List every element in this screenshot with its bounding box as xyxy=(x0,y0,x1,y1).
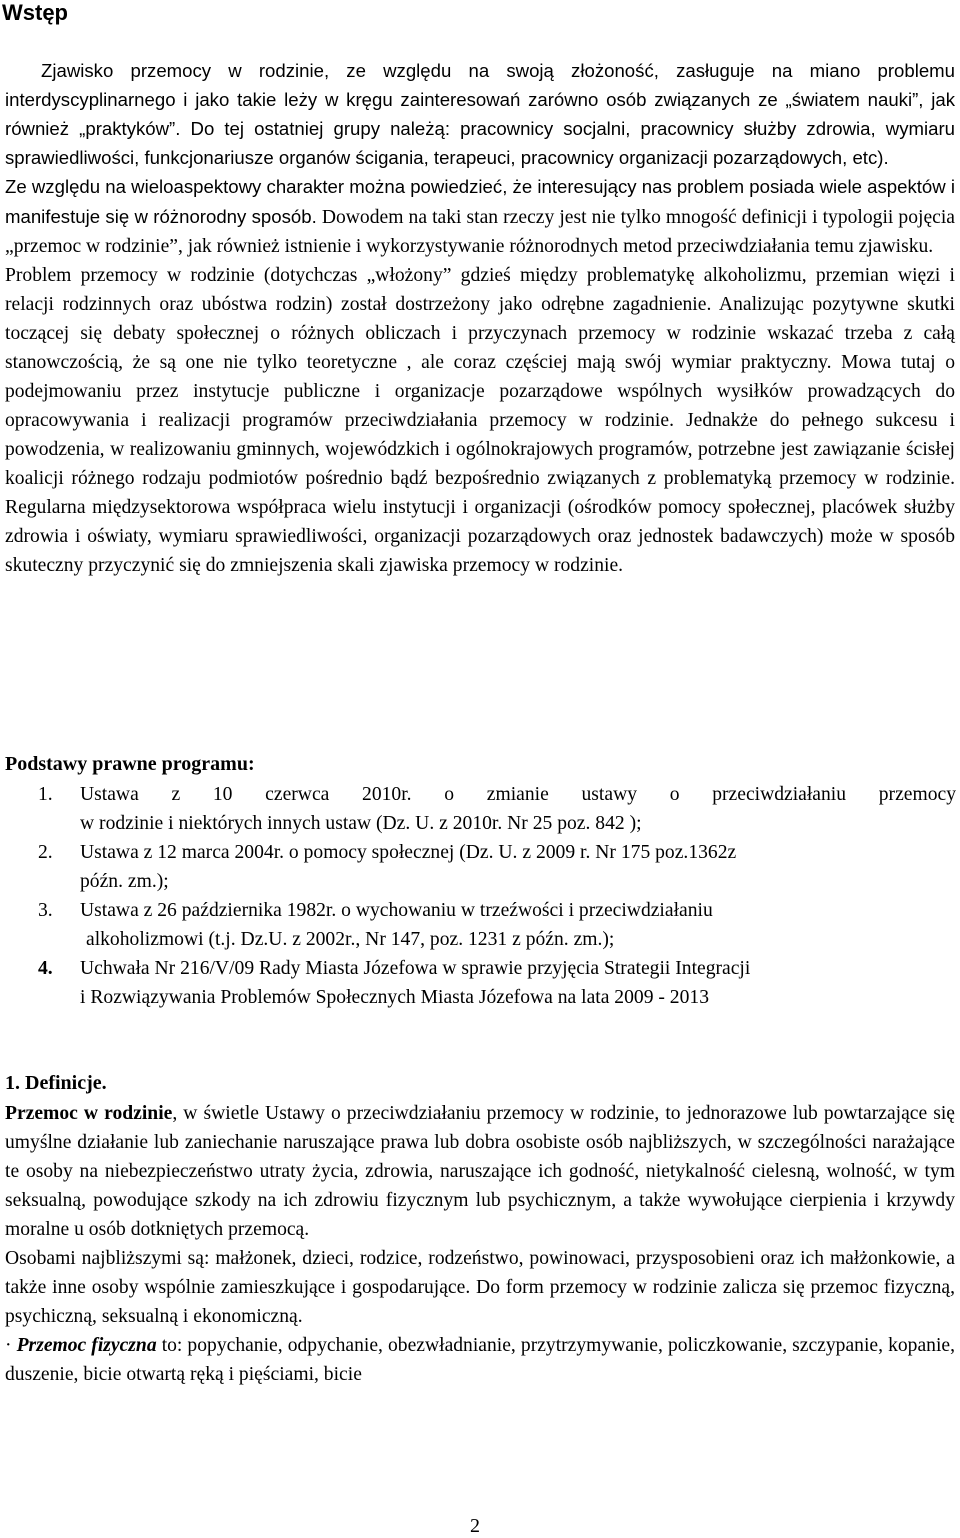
definition-paragraph-2: Osobami najbliższymi są: małżonek, dzieci, rodzice, rodzeństwo, powinowaci, przysposobieni oraz ich małżonkowie, a także inne osoby wspólnie zamieszkujące i gospodarujące. Do form przemocy w rodzinie zalicza się przemoc fizyczną, psychiczną, seksualną i ekonomiczną. xyxy=(5,1248,955,1327)
definition-paragraph-3 xyxy=(5,1331,955,1389)
legal-item-line: późn. zm.); xyxy=(80,871,169,892)
legal-item-number: 2. xyxy=(38,842,53,863)
definition-text: to: popychanie, odpychanie, obezwładnianie, przytrzymywanie, policzkowanie, szczypanie, kopanie, duszenie, bicie otwartą ręką i pięściami, bicie xyxy=(5,1335,955,1385)
legal-basis-title: Podstawy prawne programu: xyxy=(5,753,255,775)
definition-term: Przemoc fizyczna xyxy=(16,1335,157,1356)
intro-paragraph-3: Problem przemocy w rodzinie (dotychczas „włożony” gdzieś między problematykę alkoholizmu, przemian więzi i relacji rodzinnych oraz ubóstwa rodzin) został dostrzeżony jako odrębne zagadnienie. Analizując pozytywne skutki toczącej się debaty społecznej o różnych obliczach i przyczynach przemocy w rodzinie wskazać trzeba z całą stanowczością, że są one nie tylko teoretyczne , ale coraz częściej mają swój wymiar praktyczny. Mowa tutaj o podejmowaniu przez instytucje publiczne i organizacje pozarządowe wspólnych wysiłków prowadzących do opracowywania i realizacji programów przeciwdziałania przemocy w rodzinie. Jednakże do pełnego sukcesu i powodzenia, w realizowaniu gminnych, wojewódzkich i ogólnokrajowych programów, potrzebne jest zawiązanie ścisłej koalicji różnego rodzaju podmiotów pośrednio bądź bezpośrednio związanych z problematyką przemocy w rodzinie. Regularna międzysektorowa współpraca wielu instytucji i organizacji (ośrodków pomocy społecznej, placówek służby zdrowia i oświaty, wymiaru sprawiedliwości, organizacji pozarządowych oraz jednostek badawczych) może w sposób skuteczny przyczynić się do zmniejszenia skali zjawiska przemocy w rodzinie. xyxy=(5,265,955,576)
definition-text: , w świetle Ustawy o przeciwdziałaniu przemocy w rodzinie, to jednorazowe lub powtarzające się umyślne działanie lub zaniechanie naruszające prawa lub dobra osobiste osób najbliższych, w szczególności narażające te osoby na niebezpieczeństwo utraty życia, zdrowia, naruszające ich godność, nietykalność cielesną, wolność, w tym seksualną, powodujące szkody na ich zdrowiu fizycznym lub psychicznym, a także wywołujące cierpienia i krzywdy moralne u osób dotkniętych przemocą. xyxy=(5,1103,955,1240)
legal-item-line: i Rozwiązywania Problemów Społecznych Miasta Józefowa na lata 2009 - 2013 xyxy=(80,987,709,1008)
legal-item-number: 3. xyxy=(38,900,53,921)
legal-item-number: 4. xyxy=(38,958,53,979)
intro-section xyxy=(5,56,955,580)
section-heading: Wstęp xyxy=(2,0,68,25)
legal-item-line: Uchwała Nr 216/V/09 Rady Miasta Józefowa w sprawie przyjęcia Strategii Integracji xyxy=(80,958,751,979)
intro-paragraph-1: Zjawisko przemocy w rodzinie, ze względu na swoją złożoność, zasługuje na miano problemu interdyscyplinarnego i jako takie leży w kręgu zainteresowań zarówno osób związanych ze „światem nauki”, jak również „praktyków”. Do tej ostatniej grupy należą: pracownicy socjalni, pracownicy służby zdrowia, wymiaru sprawiedliwości, funkcjonariusze organów ścigania, terapeuci, pracownicy organizacji pozarządowych, etc). xyxy=(5,60,955,168)
legal-item-number: 1. xyxy=(38,784,53,805)
legal-item-line: Ustawa z 12 marca 2004r. o pomocy społecznej (Dz. U. z 2009 r. Nr 175 poz.1362z xyxy=(80,842,737,863)
definitions-section xyxy=(5,1099,955,1389)
intro-paragraph-2 xyxy=(5,172,955,261)
legal-item-line: alkoholizmowi (t.j. Dz.U. z 2002r., Nr 147, poz. 1231 z późn. zm.); xyxy=(86,929,615,950)
definitions-title: 1. Definicje. xyxy=(5,1072,107,1094)
intro-paragraph-2-serif: Dowodem na taki stan rzeczy jest nie tylko mnogość definicji i typologii pojęcia „przemoc w rodzinie”, jak również istnienie i wykorzystywanie różnorodnych metod przeciwdziałania temu zjawisku. xyxy=(5,207,955,257)
legal-item-line: w rodzinie i niektórych innych ustaw (Dz. U. z 2010r. Nr 25 poz. 842 ); xyxy=(80,813,642,834)
intro-paragraph-2-sans: Ze względu na wieloaspektowy charakter można powiedzieć, że interesujący nas problem posiada wiele aspektów i manifestuje się w różnorodny sposób. xyxy=(5,176,955,227)
legal-item-line: Ustawa z 10 czerwca 2010r. o zmianie ustawy o przeciwdziałaniu przemocy xyxy=(80,784,956,805)
page-number: 2 xyxy=(470,1515,480,1537)
definition-term: Przemoc w rodzinie xyxy=(5,1103,173,1124)
definition-paragraph-1 xyxy=(5,1099,955,1244)
bullet: · xyxy=(5,1335,17,1356)
legal-item-line: Ustawa z 26 października 1982r. o wychowaniu w trzeźwości i przeciwdziałaniu xyxy=(80,900,713,921)
